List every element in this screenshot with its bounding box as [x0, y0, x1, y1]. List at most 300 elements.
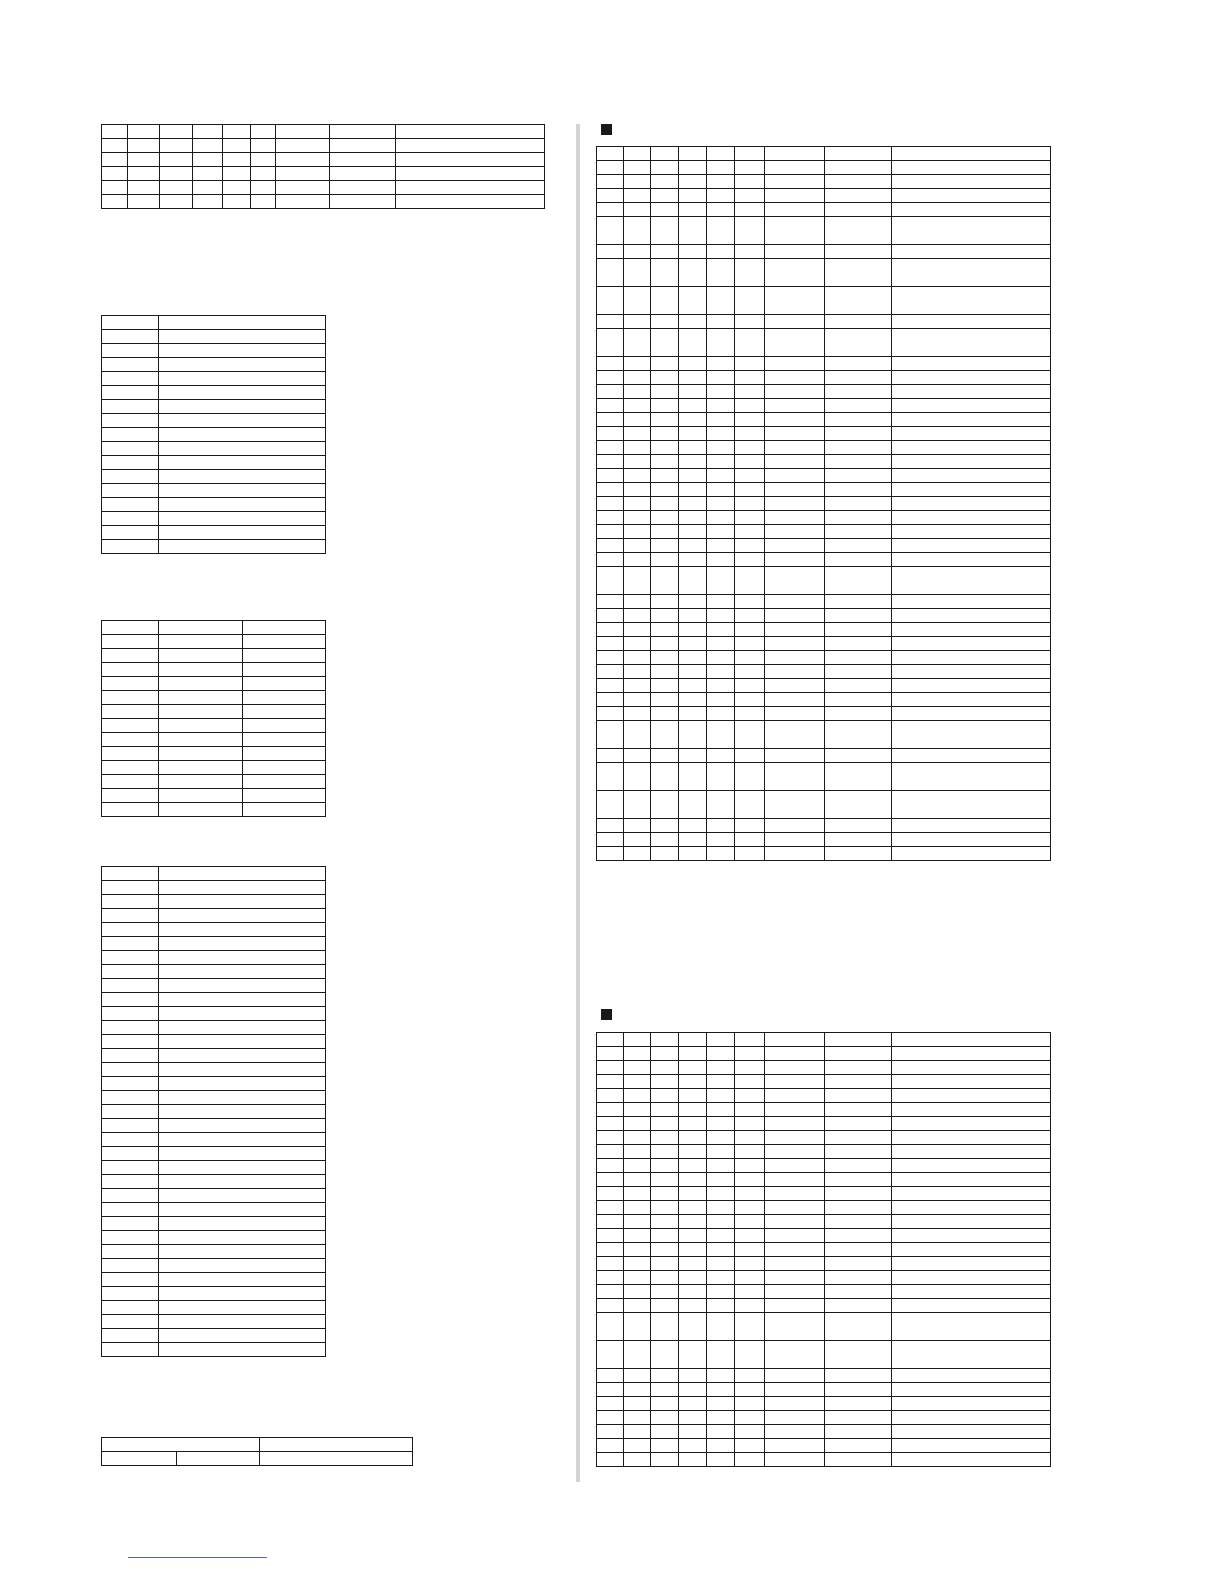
- table-cell: [651, 1243, 679, 1257]
- table-cell: [624, 1271, 651, 1285]
- table-cell: [679, 721, 707, 749]
- table-cell: [102, 979, 159, 993]
- table-cell: [679, 441, 707, 455]
- table-cell: [243, 761, 326, 775]
- table-row: [597, 1439, 1051, 1453]
- table-cell: [160, 181, 193, 195]
- table-cell: [735, 525, 765, 539]
- table-cell: [765, 287, 825, 315]
- table-cell: [223, 181, 251, 195]
- table-cell: [707, 1411, 735, 1425]
- table-cell: [102, 747, 159, 761]
- table-cell: [624, 609, 651, 623]
- left-two-column-table-1: [101, 315, 326, 554]
- table-cell: [624, 1341, 651, 1369]
- table-cell: [707, 441, 735, 455]
- table-row: [102, 705, 326, 719]
- table-cell: [128, 167, 160, 181]
- table-cell: [825, 1341, 892, 1369]
- table-cell: [825, 245, 892, 259]
- table-cell: [735, 553, 765, 567]
- table-row: [102, 1091, 326, 1105]
- table-cell: [765, 651, 825, 665]
- table-cell: [707, 1341, 735, 1369]
- table-cell: [624, 1453, 651, 1467]
- table-row: [597, 1313, 1051, 1341]
- table-cell: [159, 979, 326, 993]
- table-cell: [597, 1299, 624, 1313]
- table-cell: [651, 1397, 679, 1411]
- table-cell: [735, 1243, 765, 1257]
- table-cell: [765, 1243, 825, 1257]
- table-cell: [825, 595, 892, 609]
- table-cell: [707, 1215, 735, 1229]
- table-row: [597, 203, 1051, 217]
- table-cell: [825, 1215, 892, 1229]
- table-cell: [597, 1061, 624, 1075]
- table-cell: [679, 1411, 707, 1425]
- table-cell: [825, 511, 892, 525]
- table-cell: [651, 749, 679, 763]
- table-cell: [707, 1117, 735, 1131]
- square-bullet-icon: [601, 124, 612, 135]
- table-row: [597, 497, 1051, 511]
- table-cell: [651, 847, 679, 861]
- table-cell: [707, 665, 735, 679]
- table-cell: [330, 125, 396, 139]
- table-cell: [765, 1411, 825, 1425]
- table-cell: [651, 707, 679, 721]
- table-cell: [624, 1187, 651, 1201]
- table-cell: [735, 1117, 765, 1131]
- table-cell: [892, 1075, 1051, 1089]
- table-cell: [707, 1201, 735, 1215]
- table-cell: [679, 665, 707, 679]
- table-cell: [597, 1047, 624, 1061]
- table-cell: [735, 1369, 765, 1383]
- bottom-left-summary-table: [101, 1437, 413, 1466]
- table-cell: [765, 245, 825, 259]
- table-cell: [651, 1439, 679, 1453]
- table-cell: [159, 1245, 326, 1259]
- table-cell: [597, 1425, 624, 1439]
- table-cell: [765, 217, 825, 245]
- table-cell: [651, 161, 679, 175]
- table-cell: [624, 399, 651, 413]
- table-cell: [679, 161, 707, 175]
- table-cell: [892, 1187, 1051, 1201]
- table-cell: [223, 153, 251, 167]
- table-row: [102, 649, 326, 663]
- table-cell: [102, 1035, 159, 1049]
- table-cell: [735, 497, 765, 511]
- right-main-table: [596, 146, 1051, 861]
- table-cell: [159, 789, 243, 803]
- table-cell: [735, 385, 765, 399]
- table-cell: [102, 677, 159, 691]
- table-cell: [707, 329, 735, 357]
- table-cell: [765, 721, 825, 749]
- table-cell: [624, 525, 651, 539]
- table-cell: [735, 1229, 765, 1243]
- table-cell: [651, 217, 679, 245]
- table-cell: [102, 358, 159, 372]
- table-row: [102, 1007, 326, 1021]
- table-cell: [825, 1033, 892, 1047]
- table-cell: [651, 1341, 679, 1369]
- table-cell: [597, 1145, 624, 1159]
- table-row: [597, 175, 1051, 189]
- table-row: [102, 442, 326, 456]
- table-row: [597, 259, 1051, 287]
- table-cell: [651, 1285, 679, 1299]
- table-cell: [765, 1159, 825, 1173]
- table-cell: [679, 1425, 707, 1439]
- table-cell: [102, 386, 159, 400]
- table-cell: [651, 315, 679, 329]
- table-row: [597, 161, 1051, 175]
- table-cell: [825, 567, 892, 595]
- table-cell: [597, 259, 624, 287]
- table-cell: [597, 567, 624, 595]
- table-cell: [707, 623, 735, 637]
- table-cell: [892, 1145, 1051, 1159]
- table-cell: [735, 357, 765, 371]
- table-row: [102, 923, 326, 937]
- table-cell: [624, 1257, 651, 1271]
- table-cell: [597, 1243, 624, 1257]
- table-cell: [679, 595, 707, 609]
- table-cell: [651, 203, 679, 217]
- table-cell: [825, 1411, 892, 1425]
- table-cell: [597, 1383, 624, 1397]
- table-cell: [765, 567, 825, 595]
- table-cell: [102, 1259, 159, 1273]
- table-cell: [624, 1229, 651, 1243]
- table-row: [597, 1201, 1051, 1215]
- table-cell: [159, 937, 326, 951]
- table-cell: [102, 125, 128, 139]
- table-row: [102, 1343, 326, 1357]
- table-row: [102, 1133, 326, 1147]
- table-cell: [892, 1159, 1051, 1173]
- table-cell: [651, 1215, 679, 1229]
- table-cell: [765, 441, 825, 455]
- table-cell: [159, 1063, 326, 1077]
- table-cell: [102, 456, 159, 470]
- table-cell: [679, 763, 707, 791]
- table-cell: [651, 1425, 679, 1439]
- table-cell: [735, 175, 765, 189]
- table-cell: [679, 791, 707, 819]
- table-cell: [651, 1061, 679, 1075]
- table-row: [597, 1383, 1051, 1397]
- table-cell: [735, 1425, 765, 1439]
- table-cell: [679, 147, 707, 161]
- table-cell: [825, 679, 892, 693]
- table-cell: [707, 427, 735, 441]
- table-cell: [624, 315, 651, 329]
- table-cell: [765, 1299, 825, 1313]
- table-cell: [624, 371, 651, 385]
- table-cell: [159, 923, 326, 937]
- table-cell: [597, 525, 624, 539]
- table-cell: [707, 455, 735, 469]
- table-cell: [159, 386, 326, 400]
- table-row: [102, 1049, 326, 1063]
- table-cell: [193, 181, 223, 195]
- table-cell: [597, 175, 624, 189]
- table-cell: [624, 455, 651, 469]
- table-cell: [597, 1103, 624, 1117]
- table-cell: [825, 553, 892, 567]
- table-row: [102, 1021, 326, 1035]
- table-cell: [679, 189, 707, 203]
- table-row: [597, 455, 1051, 469]
- table-cell: [765, 189, 825, 203]
- table-cell: [707, 847, 735, 861]
- table-cell: [735, 259, 765, 287]
- table-cell: [765, 1117, 825, 1131]
- table-cell: [765, 679, 825, 693]
- table-cell: [892, 189, 1051, 203]
- table-cell: [597, 763, 624, 791]
- table-cell: [243, 621, 326, 635]
- table-cell: [765, 525, 825, 539]
- table-cell: [679, 651, 707, 665]
- table-cell: [825, 1439, 892, 1453]
- table-cell: [825, 1453, 892, 1467]
- table-cell: [892, 1369, 1051, 1383]
- table-cell: [159, 1189, 326, 1203]
- table-row: [102, 153, 545, 167]
- table-cell: [102, 965, 159, 979]
- table-cell: [707, 1187, 735, 1201]
- table-cell: [624, 413, 651, 427]
- table-cell: [707, 1243, 735, 1257]
- table-cell: [102, 498, 159, 512]
- table-cell: [651, 609, 679, 623]
- table-cell: [102, 1301, 159, 1315]
- table-cell: [707, 707, 735, 721]
- table-cell: [624, 385, 651, 399]
- table-cell: [765, 1313, 825, 1341]
- table-cell: [707, 1439, 735, 1453]
- table-cell: [679, 1159, 707, 1173]
- table-cell: [597, 217, 624, 245]
- table-cell: [735, 791, 765, 819]
- table-cell: [825, 1187, 892, 1201]
- table-row: [102, 526, 326, 540]
- table-cell: [597, 455, 624, 469]
- table-cell: [892, 1215, 1051, 1229]
- table-cell: [765, 1341, 825, 1369]
- table-cell: [735, 1089, 765, 1103]
- table-cell: [825, 525, 892, 539]
- table-cell: [825, 1131, 892, 1145]
- table-cell: [624, 427, 651, 441]
- table-row: [102, 909, 326, 923]
- table-cell: [102, 1063, 159, 1077]
- table-cell: [597, 1173, 624, 1187]
- table-cell: [825, 847, 892, 861]
- table-cell: [892, 833, 1051, 847]
- table-cell: [159, 372, 326, 386]
- table-cell: [597, 1033, 624, 1047]
- table-row: [597, 609, 1051, 623]
- table-cell: [735, 455, 765, 469]
- table-row: [597, 413, 1051, 427]
- table-cell: [651, 1229, 679, 1243]
- table-cell: [765, 161, 825, 175]
- table-cell: [651, 1075, 679, 1089]
- table-cell: [679, 539, 707, 553]
- table-cell: [102, 719, 159, 733]
- table-row: [102, 386, 326, 400]
- table-cell: [243, 803, 326, 817]
- table-cell: [892, 469, 1051, 483]
- square-bullet-icon: [601, 1009, 612, 1020]
- table-cell: [597, 1131, 624, 1145]
- table-cell: [735, 1439, 765, 1453]
- table-cell: [651, 511, 679, 525]
- table-cell: [128, 125, 160, 139]
- table-cell: [765, 469, 825, 483]
- table-cell: [651, 1187, 679, 1201]
- table-cell: [735, 1145, 765, 1159]
- table-cell: [597, 427, 624, 441]
- table-cell: [892, 385, 1051, 399]
- table-cell: [624, 1425, 651, 1439]
- table-cell: [765, 1075, 825, 1089]
- table-row: [597, 1173, 1051, 1187]
- table-cell: [707, 1075, 735, 1089]
- table-cell: [707, 175, 735, 189]
- table-cell: [679, 1299, 707, 1313]
- table-row: [597, 679, 1051, 693]
- table-cell: [765, 1383, 825, 1397]
- table-cell: [892, 567, 1051, 595]
- table-cell: [679, 217, 707, 245]
- table-cell: [330, 139, 396, 153]
- table-row: [597, 1243, 1051, 1257]
- table-cell: [624, 651, 651, 665]
- table-row: [597, 1453, 1051, 1467]
- table-cell: [679, 203, 707, 217]
- table-cell: [193, 125, 223, 139]
- table-cell: [825, 329, 892, 357]
- table-cell: [102, 993, 159, 1007]
- table-cell: [396, 167, 545, 181]
- table-cell: [735, 567, 765, 595]
- table-cell: [102, 1119, 159, 1133]
- table-cell: [651, 665, 679, 679]
- table-row: [102, 125, 545, 139]
- table-cell: [597, 1271, 624, 1285]
- table-cell: [765, 357, 825, 371]
- table-cell: [825, 637, 892, 651]
- table-cell: [765, 847, 825, 861]
- table-row: [102, 1161, 326, 1175]
- table-cell: [735, 595, 765, 609]
- table-cell: [892, 1033, 1051, 1047]
- table-cell: [679, 1187, 707, 1201]
- table-cell: [765, 595, 825, 609]
- table-cell: [128, 153, 160, 167]
- table-cell: [735, 511, 765, 525]
- table-cell: [735, 441, 765, 455]
- table-cell: [651, 371, 679, 385]
- table-cell: [825, 1117, 892, 1131]
- table-cell: [102, 867, 159, 881]
- table-row: [102, 470, 326, 484]
- table-cell: [707, 1397, 735, 1411]
- table-row: [597, 1369, 1051, 1383]
- table-cell: [765, 427, 825, 441]
- table-cell: [679, 1047, 707, 1061]
- table-cell: [765, 497, 825, 511]
- table-cell: [765, 1215, 825, 1229]
- table-row: [102, 803, 326, 817]
- table-cell: [735, 1201, 765, 1215]
- table-cell: [651, 189, 679, 203]
- table-cell: [624, 1117, 651, 1131]
- table-row: [102, 761, 326, 775]
- table-cell: [892, 1047, 1051, 1061]
- table-cell: [624, 1369, 651, 1383]
- table-cell: [707, 1033, 735, 1047]
- table-cell: [892, 1229, 1051, 1243]
- table-cell: [707, 1089, 735, 1103]
- table-cell: [597, 1187, 624, 1201]
- table-cell: [597, 1453, 624, 1467]
- table-row: [597, 623, 1051, 637]
- table-cell: [102, 1077, 159, 1091]
- table-cell: [102, 621, 159, 635]
- table-cell: [892, 665, 1051, 679]
- table-cell: [679, 329, 707, 357]
- table-cell: [597, 1313, 624, 1341]
- table-row: [597, 665, 1051, 679]
- table-cell: [330, 181, 396, 195]
- table-cell: [679, 1215, 707, 1229]
- table-cell: [735, 1341, 765, 1369]
- table-row: [102, 167, 545, 181]
- table-cell: [679, 1243, 707, 1257]
- table-cell: [825, 1285, 892, 1299]
- table-cell: [825, 413, 892, 427]
- table-cell: [892, 1397, 1051, 1411]
- table-cell: [624, 287, 651, 315]
- table-cell: [651, 623, 679, 637]
- table-cell: [102, 775, 159, 789]
- table-cell: [597, 315, 624, 329]
- table-cell: [707, 1271, 735, 1285]
- table-cell: [892, 1173, 1051, 1187]
- table-cell: [765, 399, 825, 413]
- table-row: [597, 1411, 1051, 1425]
- table-cell: [597, 791, 624, 819]
- table-cell: [597, 833, 624, 847]
- table-cell: [624, 1145, 651, 1159]
- table-row: [597, 1341, 1051, 1369]
- table-row: [102, 965, 326, 979]
- table-cell: [276, 195, 330, 209]
- table-cell: [892, 679, 1051, 693]
- table-row: [102, 139, 545, 153]
- table-cell: [707, 1285, 735, 1299]
- table-cell: [765, 1271, 825, 1285]
